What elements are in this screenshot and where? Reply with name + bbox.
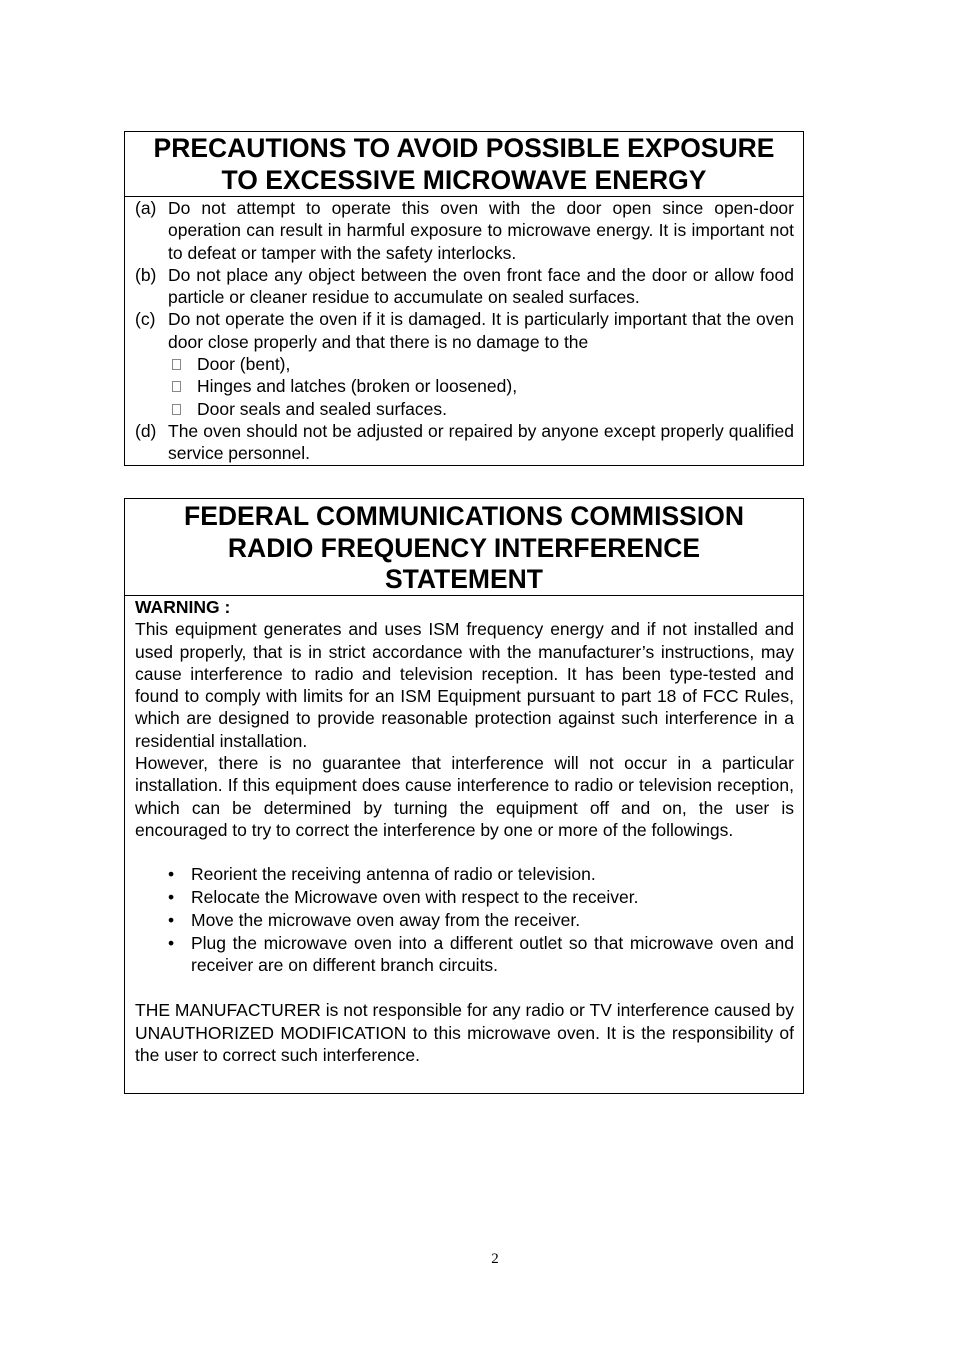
fcc-body [125, 596, 803, 1066]
fcc-paragraph-3: THE MANUFACTURER is not responsible for any radio or TV interference caused by UNAUTHORIZED MODIFICATION to this microwave oven. It is the responsibility of the user to correct such interference. [135, 1000, 794, 1065]
fcc-paragraph-2: However, there is no guarantee that interference will not occur in a particular installation. If this equipment does cause interference to radio or television reception, which can be determined by turning the equipment off and on, the user is encouraged to try to correct the interference by one or more of the followings. [135, 753, 794, 840]
list-item-text: Plug the microwave oven into a different outlet so that microwave oven and receiver are on different branch circuits. [191, 932, 794, 976]
damage-subitem-text: Door (bent), [197, 354, 291, 375]
fcc-title-line2: RADIO FREQUENCY INTERFERENCE [227, 532, 701, 563]
list-item [135, 863, 794, 886]
list-item-text: Reorient the receiving antenna of radio or television. [191, 864, 596, 885]
precaution-label-d: (d) [135, 420, 157, 441]
damage-subitem [135, 353, 794, 375]
precaution-item-b [135, 264, 794, 309]
checkbox-square-icon [172, 359, 181, 370]
precaution-item-c [135, 308, 794, 353]
checkbox-square-icon [172, 404, 181, 415]
remedy-list [135, 863, 794, 977]
fcc-paragraph-1: This equipment generates and uses ISM frequency energy and if not installed and used properly, that is in strict accordance with the manufacturer’s instructions, may cause interference to radio and television reception. It has been type-tested and found to comply with limits for an ISM Equipment pursuant to part 18 of FCC Rules, which are designed to provide reasonable protection against such interference in a residential installation. [135, 619, 794, 751]
fcc-title-line1: FEDERAL COMMUNICATIONS COMMISSION [184, 501, 744, 531]
checkbox-square-icon [172, 381, 181, 392]
warning-label: WARNING : [135, 597, 231, 617]
list-item [135, 886, 794, 909]
precaution-text-c: Do not operate the oven if it is damaged. It is particularly important that the oven door close properly and that there is no damage to the [168, 309, 794, 352]
precaution-text-a: Do not attempt to operate this oven with the door open since open-door operation can result in harmful exposure to microwave energy. It is important not to defeat or tamper with the safety interlocks. [168, 198, 794, 263]
precaution-label-b: (b) [135, 264, 157, 285]
list-item-text: Relocate the Microwave oven with respect to the receiver. [191, 887, 639, 908]
bullet-icon: • [168, 909, 175, 930]
bullet-icon: • [168, 864, 175, 885]
damage-subitem [135, 398, 794, 420]
list-item [135, 909, 794, 932]
precaution-label-c: (c) [135, 309, 156, 330]
bullet-icon: • [168, 887, 175, 908]
precautions-title-line1: PRECAUTIONS TO AVOID POSSIBLE EXPOSURE [153, 133, 775, 163]
list-item [135, 932, 794, 978]
precaution-text-d: The oven should not be adjusted or repaired by anyone except properly qualified service personnel. [168, 420, 794, 464]
precaution-item-d [135, 420, 794, 465]
precautions-box [124, 131, 804, 466]
precautions-title-line2: TO EXCESSIVE MICROWAVE ENERGY [221, 164, 707, 195]
damage-subitem [135, 375, 794, 397]
precaution-label-a: (a) [135, 198, 157, 218]
page-number: 2 [491, 1251, 499, 1267]
precautions-title [125, 132, 803, 197]
precaution-item-a [135, 197, 794, 264]
bullet-icon: • [168, 932, 175, 953]
fcc-title [125, 499, 803, 596]
fcc-box [124, 498, 804, 1094]
damage-subitem-text: Hinges and latches (broken or loosened), [197, 376, 518, 397]
damage-subitem-text: Door seals and sealed surfaces. [197, 398, 447, 419]
precaution-text-b: Do not place any object between the oven front face and the door or allow food particle or cleaner residue to accumulate on sealed surfaces. [168, 264, 794, 308]
fcc-title-line3: STATEMENT [384, 564, 543, 594]
list-item-text: Move the microwave oven away from the receiver. [191, 909, 581, 930]
precautions-body [125, 197, 803, 465]
